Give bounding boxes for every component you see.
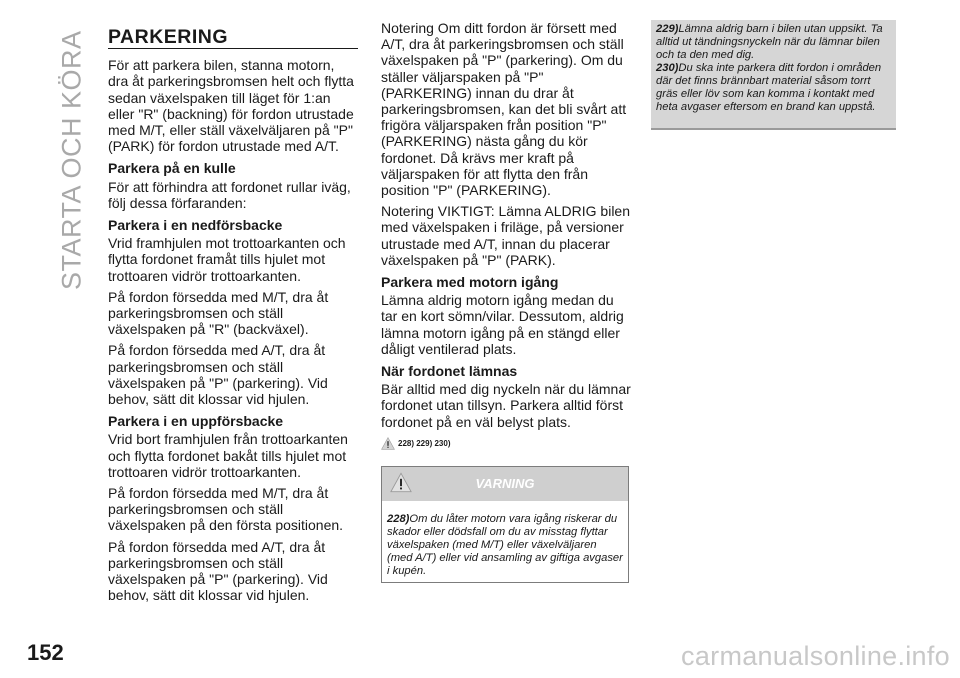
warning-228: [382, 501, 628, 582]
warning-reference-numbers: 228) 229) 230): [398, 438, 451, 448]
warning-continuation-box: [651, 20, 896, 130]
hill-heading: Parkera på en kulle: [108, 160, 236, 177]
warning-230: [656, 62, 891, 114]
engine-running-paragraph: Lämna aldrig motorn igång medan du tar en kort sömn/vilar. Dessutom, aldrig lämna motorn igång på en stängd eller dåligt ventilerad plats.: [381, 292, 624, 357]
warning-230-number: 230): [656, 62, 679, 74]
column-right: [651, 20, 896, 130]
column-middle: [381, 20, 631, 583]
column-left: [108, 20, 358, 609]
warning-header: [382, 467, 628, 501]
warning-230-text: Du ska inte parkera ditt fordon i områden där det finns brännbart material såsom torrt gräs eller löv som kan komma i kontakt med heta avgaser eftersom en brand kan uppstå.: [656, 62, 882, 113]
note-paragraph-1: Notering Om ditt fordon är försett med A/T, dra åt parkeringsbromsen och ställ växelspaken på "P" (parkering). Om du ställer väljarspaken på "P" (PARKERING) innan du drar åt parkeringsbromsen, kan det bli svårt att frigöra väljarspaken från position "P" (PARKERING) nästa gång du kör fordonet. Då krävs mer kraft på väljarspaken för att flytta den från position "P" (PARKERING).: [381, 20, 627, 199]
note-paragraph-2: Notering VIKTIGT: Lämna ALDRIG bilen med växelspaken i friläge, på versioner utrustade med A/T, innan du placerar växelspaken på "P" (PARK).: [381, 203, 630, 268]
warning-228-text: Om du låter motorn vara igång riskerar du skador eller dödsfall om du av misstag flyttar växelspaken (med M/T) eller växelväljaren (med A/T) eller vid ansamling av giftiga avgaser i kupén.: [387, 513, 623, 578]
warning-reference: [381, 436, 631, 452]
hill-paragraph: För att förhindra att fordonet rullar iväg, följ dessa förfaranden:: [108, 178, 351, 211]
leaving-vehicle-heading: När fordonet lämnas: [381, 363, 518, 380]
downhill-heading: Parkera i en nedförsbacke: [108, 217, 283, 234]
warning-229: [656, 23, 891, 62]
section-side-title: STARTA OCH KÖRA: [56, 30, 87, 290]
warning-229-text: Lämna aldrig barn i bilen utan uppsikt. Ta alltid ut tändningsnyckeln när du lämnar bilen och ta den med dig.: [656, 23, 883, 61]
watermark: carmanualsonline.info: [681, 641, 950, 671]
intro-paragraph: För att parkera bilen, stanna motorn, dra åt parkeringsbromsen helt och flytta sedan växelspaken till läget för 1:an eller "R" (backning) för fordon utrustade med M/T, eller ställ växelväljaren på "P" (PARK) för fordon utrustade med A/T.: [108, 57, 354, 155]
warning-229-number: 229): [656, 23, 679, 35]
engine-running-heading: Parkera med motorn igång: [381, 274, 559, 291]
uphill-paragraph-3: På fordon försedda med A/T, dra åt parkeringsbromsen och ställ växelspaken på "P" (parkering). Vid behov, sätt dit klossar vid hjulen.: [108, 538, 328, 604]
warning-box: [381, 466, 629, 583]
leaving-vehicle-paragraph: Bär alltid med dig nyckeln när du lämnar fordonet utan tillsyn. Parkera alltid först fordonet på en väl belyst plats.: [381, 381, 631, 430]
warning-triangle-icon: [381, 437, 395, 450]
downhill-paragraph-2: På fordon försedda med M/T, dra åt parkeringsbromsen och ställ växelspaken på "R" (backväxel).: [108, 288, 329, 338]
downhill-paragraph-1: Vrid framhjulen mot trottoarkanten och flytta fordonet framåt tills hjulet mot trottoaren vidrör trottoarkanten.: [108, 235, 346, 284]
warning-title: VARNING: [475, 475, 535, 491]
downhill-paragraph-3: På fordon försedda med A/T, dra åt parkeringsbromsen och ställ växelspaken på "P" (parkering). Vid behov, sätt dit klossar vid hjulen.: [108, 342, 328, 408]
warning-triangle-icon: [390, 472, 412, 493]
page-number: 152: [27, 640, 64, 665]
uphill-paragraph-1: Vrid bort framhjulen från trottoarkanten och flytta fordonet bakåt tills hjulet mot trottoaren vidrör trottoarkanten.: [108, 431, 348, 480]
section-heading: PARKERING: [108, 20, 358, 49]
warning-228-number: 228): [387, 513, 410, 526]
uphill-heading: Parkera i en uppförsbacke: [108, 413, 284, 430]
uphill-paragraph-2: På fordon försedda med M/T, dra åt parkeringsbromsen och ställ växelspaken på den första positionen.: [108, 485, 344, 534]
